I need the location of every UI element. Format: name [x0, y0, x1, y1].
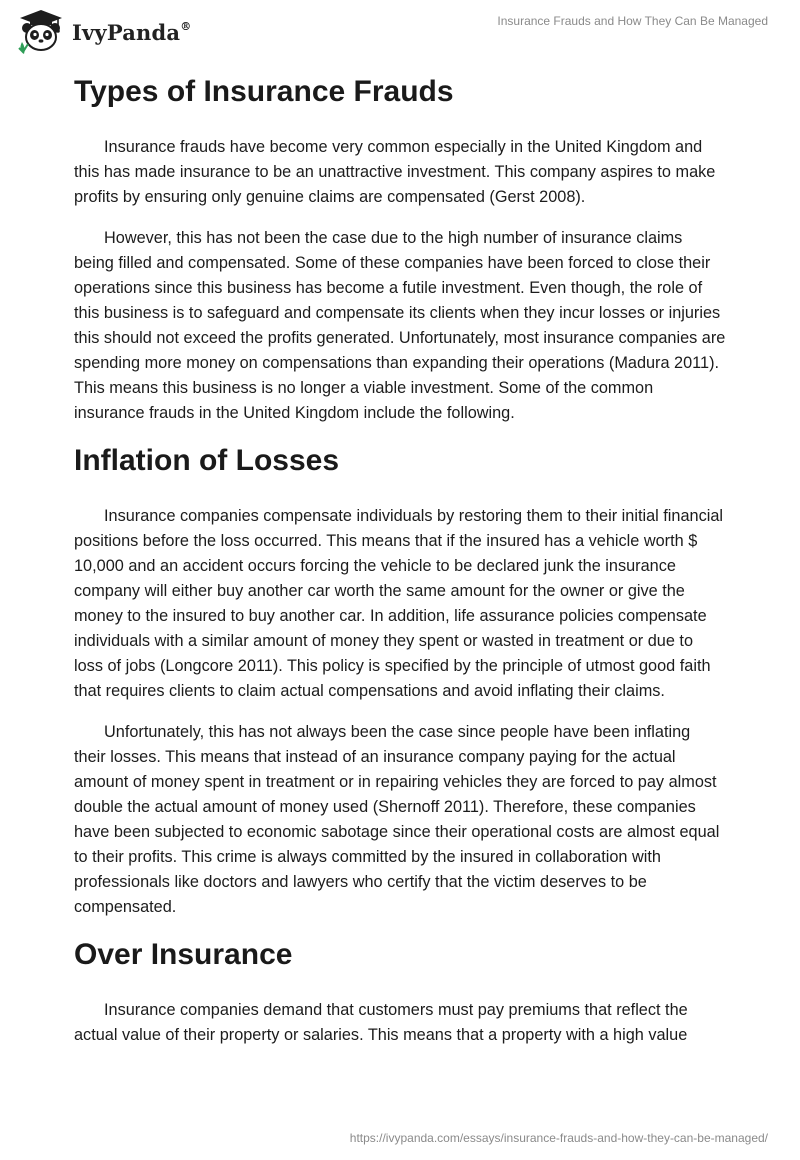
registered-mark: ®: [180, 19, 192, 33]
paragraph: Insurance companies compensate individuals by restoring them to their initial financial positions before the loss occurred. This means that if the insured has a vehicle worth $ 10,000 and an accident occurs forcing the vehicle to be declared junk the insurance company will either buy another car worth the same amount for the owner or give the money to the insured to buy another car. In addition, life assurance policies compensate individuals with a similar amount of money they spent or wasted in treatment or due to loss of jobs (Longcore 2011). This policy is specified by the principle of utmost good faith that requires clients to claim actual compensations and avoid inflating their claims.: [74, 507, 724, 700]
article-body: [74, 72, 726, 1064]
source-url[interactable]: https://ivypanda.com/essays/insurance-frauds-and-how-they-can-be-managed/: [349, 1131, 768, 1145]
paragraph: Insurance companies demand that customers must pay premiums that reflect the actual value of their property or salaries. This means that a property with a high value: [74, 1001, 688, 1044]
paragraph: Unfortunately, this has not always been the case since people have been inflating their losses. This means that instead of an insurance company paying for the actual amount of money spent in treatment or in repairing vehicles they are forced to pay almost double the actual amount of money used (Shernoff 2011). Therefore, these companies have been subjected to economic sabotage since their operational costs are almost equal to their profits. This crime is always committed by the insured in collaboration with professionals like doctors and lawyers who certify that the victim deserves to be compensated.: [74, 723, 720, 916]
paragraph: Insurance frauds have become very common especially in the United Kingdom and this has made insurance to be an unattractive investment. This company aspires to make profits by ensuring only genuine claims are compensated (Gerst 2008).: [74, 138, 716, 206]
paragraph: However, this has not been the case due to the high number of insurance claims being filled and compensated. Some of these companies have been forced to close their operations since this business has become a futile investment. Even though, the role of this business is to safeguard and compensate its clients when they incur losses or injuries this should not exceed the profits generated. Unfortunately, most insurance companies are spending more money on compensations than expanding their operations (Madura 2011). This means this business is no longer a viable investment. Some of the common insurance frauds in the United Kingdom include the following.: [74, 229, 726, 422]
panda-graduate-icon: [16, 8, 66, 56]
page-header: [0, 0, 800, 70]
section-heading: Types of Insurance Frauds: [74, 75, 454, 108]
section-heading: Over Insurance: [74, 938, 293, 971]
brand-name: IvyPanda®: [72, 19, 192, 45]
section-heading: Inflation of Losses: [74, 444, 340, 477]
brand-logo[interactable]: [16, 8, 191, 56]
document-title: Insurance Frauds and How They Can Be Managed: [497, 14, 768, 28]
